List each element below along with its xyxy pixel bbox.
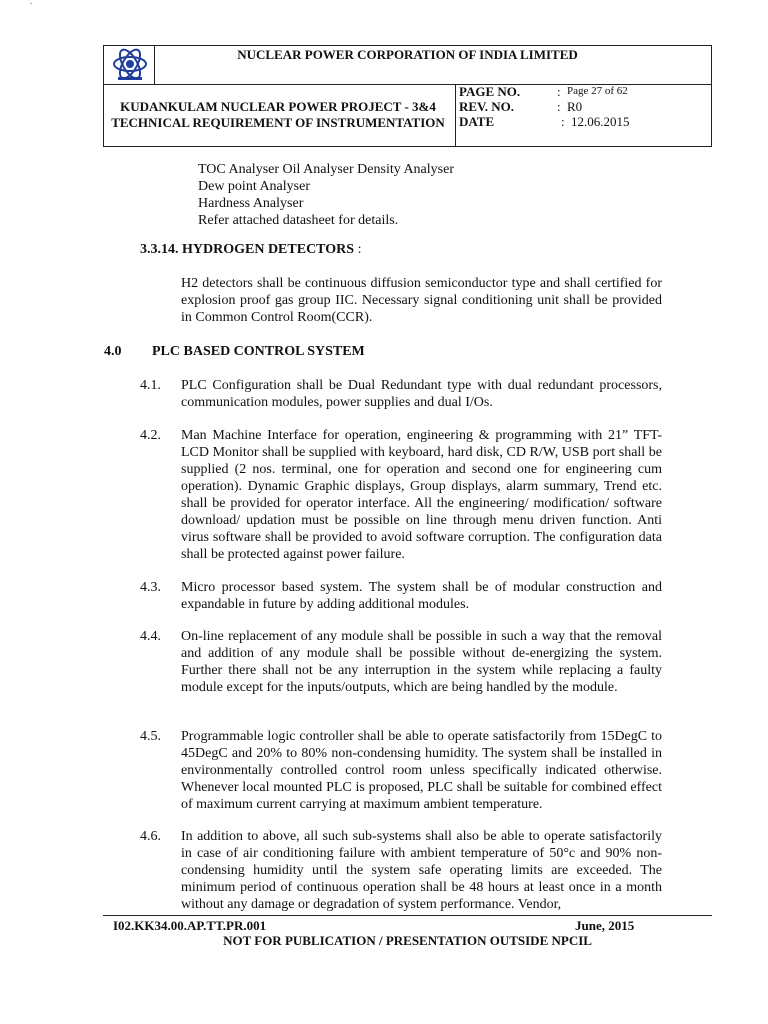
section-4-title: PLC BASED CONTROL SYSTEM <box>152 344 365 359</box>
item-number: 4.6. <box>140 829 161 844</box>
rev-label: REV. NO. <box>459 99 515 114</box>
date-colon: : <box>561 114 565 129</box>
corner-mark: . <box>30 0 33 6</box>
project-title <box>103 99 453 131</box>
item-number: 4.5. <box>140 729 161 744</box>
project-line-1: KUDANKULAM NUCLEAR POWER PROJECT - 3&4 <box>120 99 436 114</box>
project-line-2: TECHNICAL REQUIREMENT OF INSTRUMENTATION <box>111 115 445 130</box>
section-3314-suffix: : <box>354 242 362 257</box>
analyser-list <box>198 161 454 229</box>
item-text: PLC Configuration shall be Dual Redundant type with dual redundant processors, communication modules, power supplies and dual I/Os. <box>181 378 662 410</box>
item-text: On-line replacement of any module shall be possible in such a way that the removal and addition of any module shall be possible without de-energizing the system. Further there shall not be any interruption in the system while replacing a faulty module except for the inputs/outputs, which are being handled by the module. <box>181 629 662 695</box>
list-item: Dew point Analyser <box>198 179 310 194</box>
footer-notice: NOT FOR PUBLICATION / PRESENTATION OUTSIDE NPCIL <box>223 933 592 948</box>
meta-labels <box>459 84 520 129</box>
footer-date: June, 2015 <box>575 918 635 933</box>
date-value: 12.06.2015 <box>571 114 630 129</box>
organization-name: NUCLEAR POWER CORPORATION OF INDIA LIMITED <box>237 47 578 62</box>
item-text: Programmable logic controller shall be able to operate satisfactorily from 15DegC to 45DegC and 20% to 80% non-condensing humidity. The system shall be installed in environmentally controlled control room unless specifically indicated otherwise. Whenever local mounted PLC is proposed, PLC shall be suitable for combined effect of maximum current carrying at maximum ambient temperature. <box>181 729 662 812</box>
footer-doc-number: I02.KK34.00.AP.TT.PR.001 <box>113 918 267 933</box>
footer-rule <box>103 915 712 916</box>
item-text: In addition to above, all such sub-systems shall also be able to operate satisfactorily in case of air conditioning failure with ambient temperature of 50°c and 90% non-condensing humidity until the system safe operating limits are exceeded. The minimum period of continuous operation shall be 48 hours at least once in a month without any damage or degradation of system performance. Vendor, <box>181 829 662 912</box>
section-4-number: 4.0 <box>104 344 122 359</box>
date-label: DATE <box>459 114 495 129</box>
item-number: 4.1. <box>140 378 161 393</box>
rev-value: R0 <box>567 99 583 114</box>
rev-colon: : <box>557 99 561 114</box>
section-3314-heading <box>140 241 361 258</box>
meta-colons <box>557 84 565 129</box>
item-number: 4.3. <box>140 580 161 595</box>
section-3314-body: H2 detectors shall be continuous diffusion semiconductor type and shall certified for explosion proof gas group IIC. Necessary signal conditioning unit shall be provided in Common Control Room(CCR). <box>181 276 662 325</box>
item-number: 4.4. <box>140 629 161 644</box>
section-3314-title: 3.3.14. HYDROGEN DETECTORS <box>140 242 355 257</box>
page-value: Page 27 of 62 <box>567 85 628 97</box>
item-text: Man Machine Interface for operation, engineering & programming with 21” TFT- LCD Monitor shall be supplied with keyboard, hard disk, CD R/W, USB port shall be supplied (2 nos. terminal, one for operation and second one for engineering cum operation). Dynamic Graphic displays, Group displays, alarm summary, Trend etc. shall be provided for operator interface. All the engineering/ modification/ software download/ updation must be possible on line through menu driven function. Anti virus software shall be provided to avoid software corruption. The configuration data shall be protected against power failure. <box>181 428 662 562</box>
item-text: Micro processor based system. The system shall be of modular construction and expandable in future by adding additional modules. <box>181 580 662 612</box>
page-label: PAGE NO. <box>459 84 521 99</box>
list-item: Hardness Analyser <box>198 196 304 211</box>
page-colon: : <box>557 84 561 99</box>
list-item: TOC Analyser Oil Analyser Density Analyser <box>198 162 454 177</box>
list-item: Refer attached datasheet for details. <box>198 213 399 228</box>
item-number: 4.2. <box>140 428 161 443</box>
